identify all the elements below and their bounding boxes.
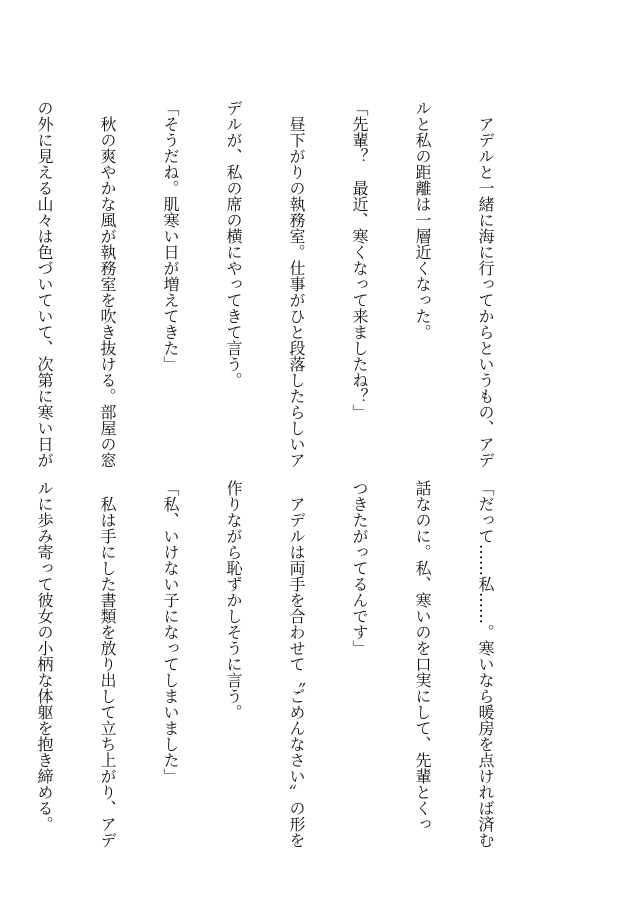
text-line: デルが、私の席の横にやってきて言う。 bbox=[224, 100, 243, 388]
text-line: 「だって……私……。寒いなら暖房を点ければ済む bbox=[476, 480, 495, 848]
text-block-bottom bbox=[35, 480, 538, 848]
text-line: 「私、いけない子になってしまいました」 bbox=[161, 480, 180, 784]
text-block-top bbox=[35, 100, 538, 468]
text-line: 「そうだね。肌寒い日が増えてきた」 bbox=[161, 100, 180, 372]
text-line: アデルは両手を合わせて〝ごめんなさい〟の形を bbox=[287, 480, 306, 848]
text-line: 秋の爽やかな風が執務室を吹き抜ける。部屋の窓 bbox=[98, 100, 117, 468]
text-line: ルに歩み寄って彼女の小柄な体躯を抱き締める。 bbox=[35, 480, 54, 832]
text-line: 「先輩？ 最近、寒くなって来ましたね？」 bbox=[350, 100, 369, 420]
text-line: 昼下がりの執務室。仕事がひと段落したらしいア bbox=[287, 100, 306, 468]
text-line: つきたがってるんです」 bbox=[350, 480, 369, 656]
text-line: アデルと一緒に海に行ってからというもの、アデ bbox=[476, 100, 495, 468]
text-line: ルと私の距離は一層近くなった。 bbox=[413, 100, 432, 340]
text-line: 話なのに。私、寒いのを口実にして、先輩とくっ bbox=[413, 480, 432, 832]
text-line: 作りながら恥ずかしそうに言う。 bbox=[224, 480, 243, 720]
text-line: 私は手にした書類を放り出して立ち上がり、アデ bbox=[98, 480, 117, 848]
text-line: の外に見える山々は色づいていて、次第に寒い日が bbox=[35, 100, 54, 468]
